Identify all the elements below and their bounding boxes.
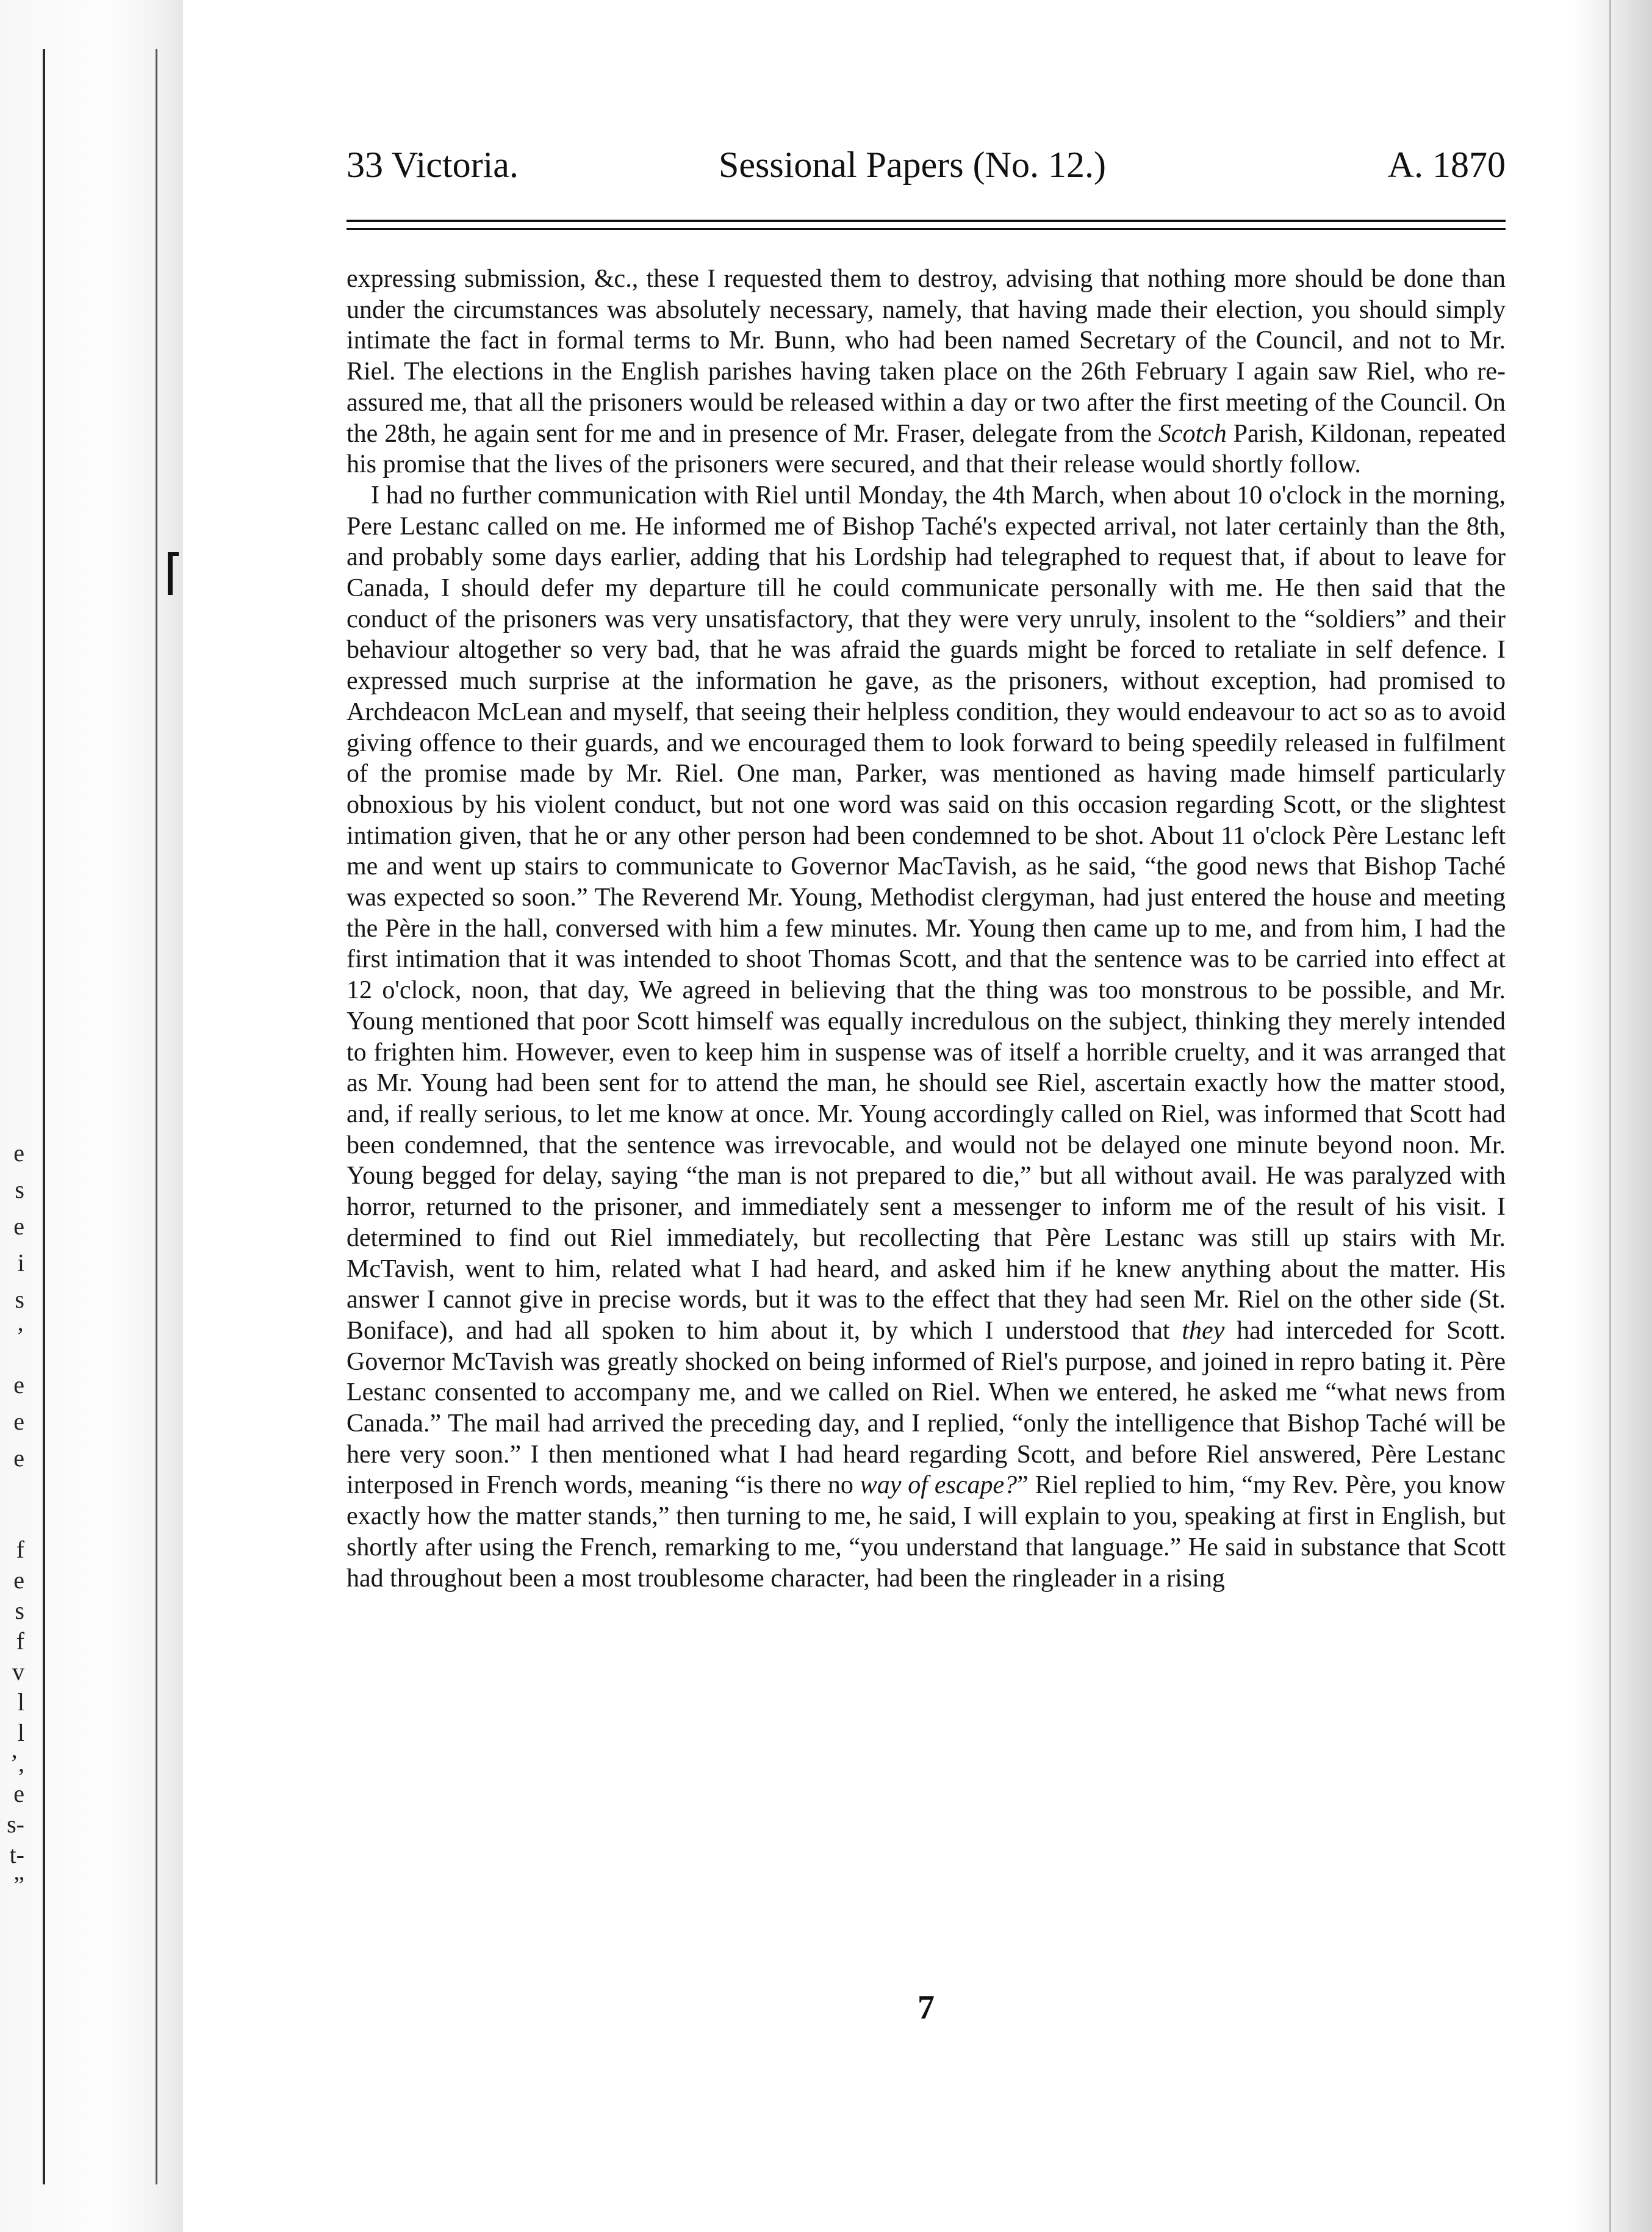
binding-strip [0, 0, 183, 2232]
bleed-letter: v [12, 1658, 24, 1685]
bleed-letter: e [13, 1780, 24, 1807]
text-run: ” Riel replied to him, “my Rev. Père, you know exactly how the matter stands,” then turning to me, he said, I will explain to you, speaking at first in English, but shortly after using the French, remarking to me, “you understand that language.” He said in substance that Scott had throughout been a most troublesome character, had been the ringleader in a rising [347, 1471, 1506, 1593]
page-number: 7 [918, 1989, 935, 2026]
body-text [347, 264, 1506, 1594]
bleed-letter: s- [7, 1810, 24, 1838]
bleed-letter: l [17, 1688, 24, 1716]
bleed-letter: e [13, 1444, 24, 1472]
bleed-letter: e [13, 1371, 24, 1399]
header-title: Sessional Papers (No. 12.) [719, 145, 1106, 185]
spine-line [43, 49, 45, 2184]
bleed-letter: e [13, 1212, 24, 1240]
text-run: I had no further communication with Riel until Monday, the 4th March, when about 10 o'clock in the morning, Pere Lestanc called on me. He informed me of Bishop Taché's expected arrival, not later certainly than the 8th, and probably some days earlier, adding that his Lordship had telegraphed to request that, if about to leave for Canada, I should defer my departure till he could communicate personally with me. He then said that the conduct of the prisoners was very unsatisfactory, that they were very unruly, insolent to the “soldiers” and their behaviour altogether so very bad, that he was afraid the guards might be forced to retaliate in self defence. I expressed much surprise at the information he gave, as the prisoners, without exception, had promised to Archdeacon McLean and myself, that seeing their helpless condition, they would endeavour to act so as to avoid giving offence to their guards, and we encouraged them to look forward to being speedily released in fulfilment of the promise made by Mr. Riel. One man, Parker, was mentioned as having made himself particularly obnoxious by his violent conduct, but not one word was said on this occasion regarding Scott, or the slightest intimation given, that he or any other person had been condemned to be shot. About 11 o'clock Père Lestanc left me and went up stairs to communicate to Governor MacTavish, as he said, “the good news that Bishop Taché was expected so soon.” The Reverend Mr. Young, Methodist clergyman, had just entered the house and meeting the Père in the hall, conversed with him a few minutes. Mr. Young then came up to me, and from him, I had the first intimation that it was intended to shoot Thomas Scott, and that the sentence was to be carried into effect at 12 o'clock, noon, that day, We agreed in believing that the thing was too monstrous to be possible, and Mr. Young mentioned that poor Scott himself was equally incredulous on the subject, thinking they merely intended to frighten him. However, even to keep him in suspense was of itself a horrible cruelty, and it was arranged that as Mr. Young had been sent for to attend the man, he should see Riel, ascertain exactly how the matter stood, and, if really serious, to let me know at once. Mr. Young accordingly called on Riel, was informed that Scott had been condemned, that the sentence was irrevocable, and would not be delayed one minute beyond noon. Mr. Young begged for delay, saying “the man is not prepared to die,” but all without avail. He was paralyzed with horror, returned to the prisoner, and immediately sent a messenger to inform me of the result of his visit. I determined to find out Riel immediately, but recollecting that Père Lestanc was still up stairs with Mr. McTavish, went to him, related what I had heard, and asked him if he knew anything about the matter. His answer I cannot give in precise words, but it was to the effect that they had seen Mr. Riel on the other side (St. Boniface), and had all spoken to him about it, by which I understood that [347, 481, 1506, 1345]
bleed-letter: ’, [10, 1749, 24, 1777]
bleed-letter: s [15, 1597, 24, 1624]
paragraph [347, 480, 1506, 1594]
header-year: A. 1870 [1387, 145, 1506, 185]
italic-run: way of escape? [860, 1471, 1018, 1500]
bleed-letter: e [13, 1139, 24, 1167]
header-rule-bottom [347, 228, 1506, 230]
text-run: had interceded for Scott. Governor McTavish was greatly shocked on being informed of Riel's purpose, and joined in repro bating it. Père Lestanc consented to accompany me, and we called on Riel. When we entered, he asked me “what news from Canada.” The mail had arrived the preceding day, and I replied, “only the intelligence that Bishop Taché will be here very soon.” I then mentioned what I had heard regarding Scott, and before Riel answered, Père Lestanc interposed in French words, meaning “is there no [347, 1316, 1506, 1500]
page-edge-line [1609, 0, 1611, 2232]
gutter-line [156, 49, 157, 2184]
bleed-letter: ’ [16, 1322, 24, 1350]
bleed-letter: i [17, 1249, 24, 1276]
running-header [347, 144, 1506, 199]
paragraph [347, 264, 1506, 480]
text-run: Parish, Kildonan, repeated his promise that the lives of the prisoners were secured, and that their release would shortly follow. [347, 419, 1506, 479]
bleed-letter: f [16, 1536, 24, 1563]
page-edge-shadow [1573, 0, 1652, 2232]
bleed-letter: s [15, 1176, 24, 1203]
bleed-letter: t- [9, 1841, 24, 1868]
bleed-letter: s [15, 1286, 24, 1313]
italic-run: Scotch [1158, 419, 1227, 448]
text-run: expressing submission, &c., these I requested them to destroy, advising that nothing more should be done than under the circumstances was absolutely necessary, namely, that having made their election, you should simply intimate the fact in formal terms to Mr. Bunn, who had been named Secretary of the Council, and not to Mr. Riel. The elections in the English parishes having taken place on the 26th February I again saw Riel, who re-assured me, that all the prisoners would be released within a day or two after the first meeting of the Council. On the 28th, he again sent for me and in presence of Mr. Fraser, delegate from the [347, 265, 1506, 448]
italic-run: they [1182, 1316, 1225, 1345]
margin-bracket-mark [168, 552, 173, 595]
bleed-letter: ” [13, 1871, 24, 1899]
bleed-letter: f [16, 1627, 24, 1655]
header-rule-top [347, 220, 1506, 222]
bleed-letter: l [17, 1719, 24, 1746]
bleed-letter: e [13, 1408, 24, 1435]
bleed-letter: e [13, 1566, 24, 1594]
header-volume: 33 Victoria. [347, 145, 519, 185]
